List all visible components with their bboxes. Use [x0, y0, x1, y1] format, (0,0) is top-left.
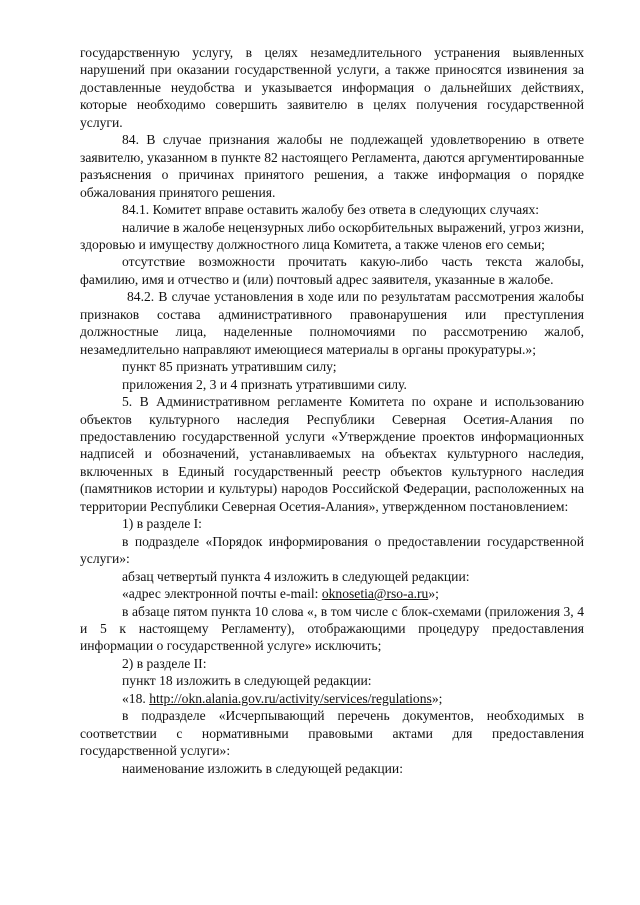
paragraph-continued: государственную услугу, в целях незамедлительного устранения выявленных нарушений при оказании государственной услуги, а также приносятся извинения за доставленные неудобства и указывается информация о дальнейших действиях, которые необходимо совершить заявителю в целях получения государственной услуги.: [80, 45, 584, 130]
document-body: [80, 44, 584, 777]
paragraph-85-void: пункт 85 признать утратившим силу;: [122, 359, 337, 375]
paragraph-title-change: наименование изложить в следующей редакции:: [122, 760, 403, 776]
paragraph-documents-subsection: в подразделе «Исчерпывающий перечень документов, необходимых в соответствии с нормативными правовыми актами для предоставления государственной услуги»:: [80, 708, 584, 759]
paragraph-clause-18: пункт 18 изложить в следующей редакции:: [122, 673, 372, 689]
paragraph-clause-10: в абзаце пятом пункта 10 слова «, в том числе с блок-схемами (приложения 3, 4 и 5 к настоящему Регламенту), отображающими процедуру предоставления информации о государственной услуге» исключить;: [80, 603, 584, 654]
paragraph-subsection-informing: в подразделе «Порядок информирования о предоставлении государственной услуги»:: [80, 533, 584, 567]
url-prefix: «18.: [122, 690, 150, 706]
regulations-link[interactable]: http://okn.alania.gov.ru/activity/services/regulations: [149, 690, 432, 706]
paragraph-84-1-obscene: наличие в жалобе нецензурных либо оскорбительных выражений, угроз жизни, здоровью и имуществу должностного лица Комитета, а также членов его семьи;: [80, 219, 584, 252]
paragraph-section-2: 2) в разделе II:: [122, 655, 207, 671]
paragraph-84-1-unreadable: отсутствие возможности прочитать какую-либо часть текста жалобы, фамилию, имя и отчество и (или) почтовый адрес заявителя, указанные в жалобе.: [80, 254, 584, 287]
paragraph-5: 5. В Административном регламенте Комитета по охране и использованию объектов культурного наследия Республики Северная Осетия-Алания по предоставлению государственной услуги «Утверждение проектов информационных надписей и обозначений, устанавливаемых на объектах культурного наследия, включенных в Единый государственный реестр объектов культурного наследия (памятников истории и культуры) народов Российской Федерации, расположенных на территории Республики Северная Осетия-Алания», утвержденном постановлением:: [80, 394, 584, 514]
paragraph-84: 84. В случае признания жалобы не подлежащей удовлетворению в ответе заявителю, указанном в пункте 82 настоящего Регламента, даются аргументированные разъяснения о причинах принятого решения, а также информация о порядке обжалования принятого решения.: [80, 132, 584, 200]
paragraph-clause-4: абзац четвертый пункта 4 изложить в следующей редакции:: [122, 568, 470, 584]
paragraph-email: [80, 585, 584, 602]
email-link[interactable]: oknosetia@rso-a.ru: [321, 586, 429, 602]
paragraph-section-1: 1) в разделе I:: [122, 516, 202, 532]
paragraph-84-1: 84.1. Комитет вправе оставить жалобу без ответа в следующих случаях:: [122, 202, 540, 218]
email-prefix: «адрес электронной почты e-mail:: [122, 586, 322, 602]
paragraph-84-2: 84.2. В случае установления в ходе или по результатам рассмотрения жалобы признаков состава административного правонарушения или преступления должностные лица, наделенные полномочиями по рассмотрению жалоб, незамедлительно направляют имеющиеся материалы в органы прокуратуры.»;: [80, 289, 584, 357]
paragraph-url: [80, 690, 584, 707]
email-suffix: »;: [428, 586, 439, 602]
url-suffix: »;: [431, 690, 443, 706]
paragraph-appendix-void: приложения 2, 3 и 4 признать утратившими силу.: [122, 376, 407, 392]
